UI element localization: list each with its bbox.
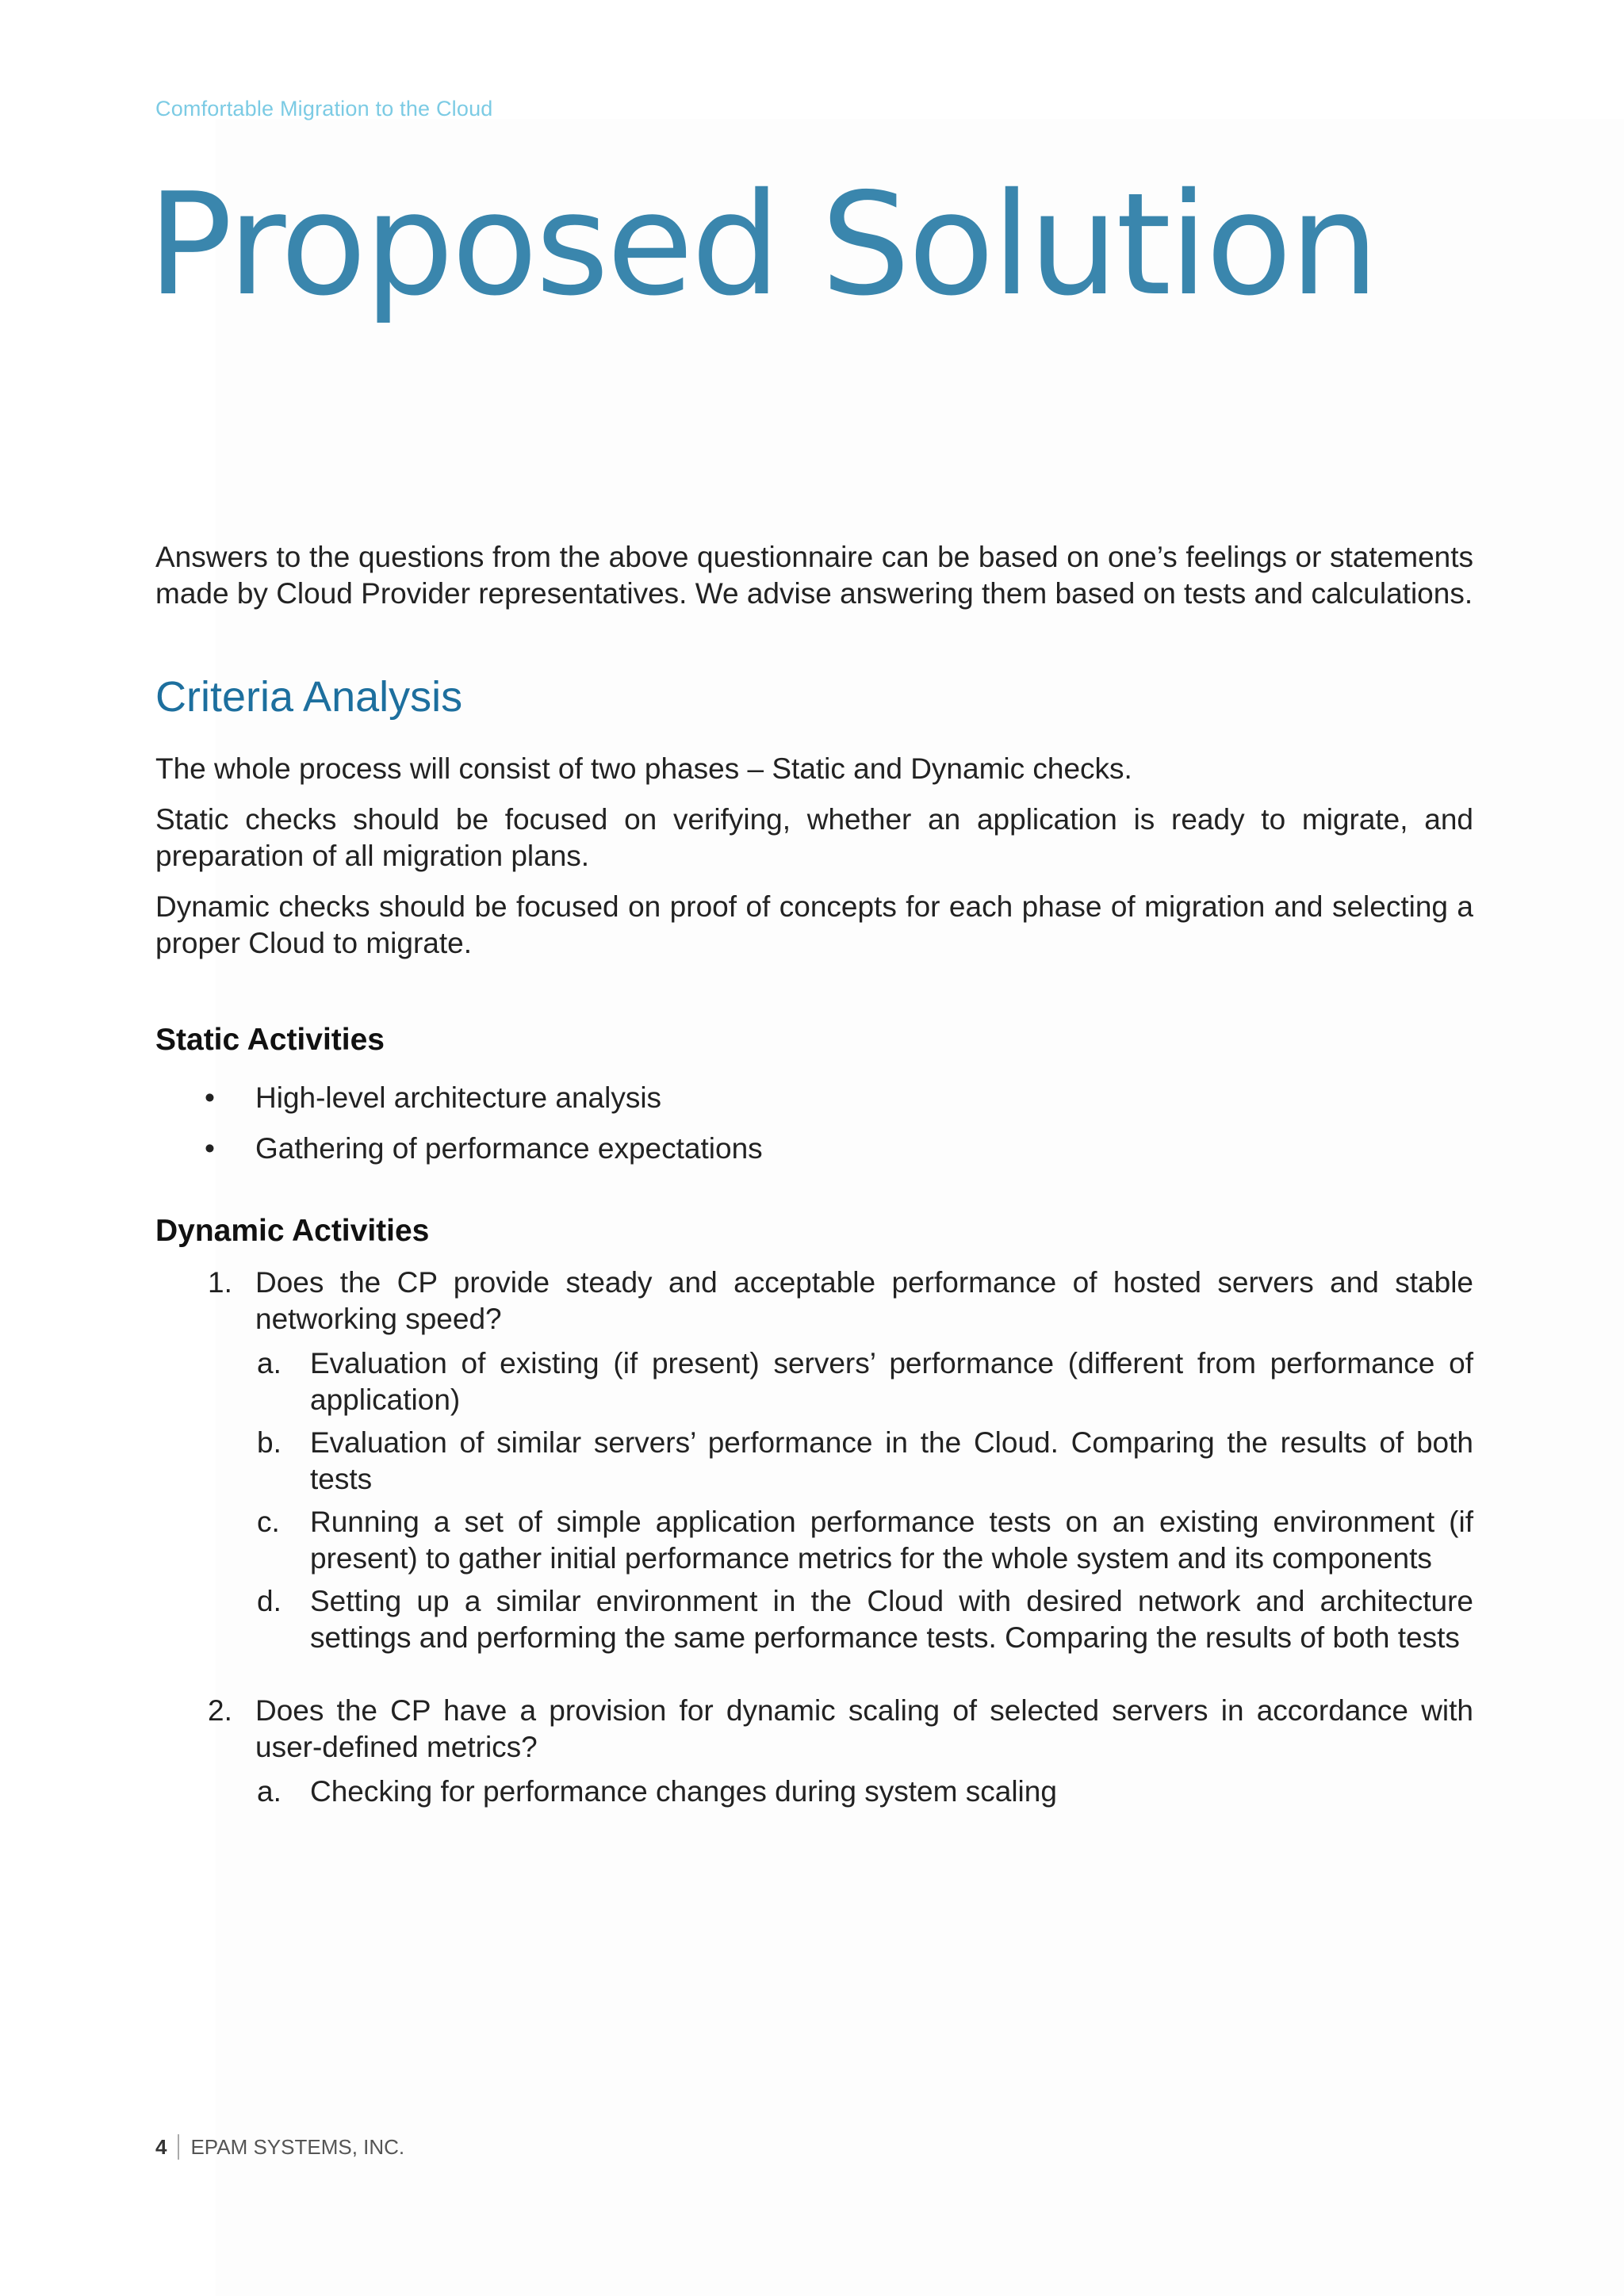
- list-item: [155, 1080, 1473, 1116]
- sub-item-text: Running a set of simple application performance tests on an existing environment (if present) to gather initial performance metrics for the whole system and its components: [310, 1506, 1473, 1575]
- sub-item-letter: d.: [257, 1585, 282, 1618]
- list-item-text: Gathering of performance expectations: [255, 1132, 763, 1165]
- company-name: EPAM SYSTEMS, INC.: [190, 2134, 405, 2159]
- sub-item-letter: a.: [257, 1775, 282, 1808]
- sub-list: [255, 1774, 1473, 1810]
- page-footer: [155, 2134, 404, 2160]
- sub-item: [255, 1504, 1473, 1577]
- question-text: Does the CP provide steady and acceptable performance of hosted servers and stable networking speed?: [255, 1266, 1473, 1336]
- question-item: [155, 1265, 1473, 1656]
- sub-item: [255, 1774, 1473, 1810]
- criteria-paragraph: The whole process will consist of two phases – Static and Dynamic checks.: [155, 752, 1132, 786]
- sub-item-text: Evaluation of similar servers’ performance in the Cloud. Comparing the results of both tests: [310, 1426, 1473, 1496]
- page-title: Proposed Solution: [147, 163, 1377, 327]
- intro-paragraph: Answers to the questions from the above questionnaire can be based on one’s feelings or statements made by Cloud Provider representatives. We advise answering them based on tests and calculations.: [155, 541, 1473, 610]
- sub-item: [255, 1425, 1473, 1498]
- list-item-text: High-level architecture analysis: [255, 1081, 662, 1115]
- footer-divider: [178, 2134, 179, 2160]
- question-number: 1.: [208, 1266, 232, 1299]
- dynamic-activities-heading: Dynamic Activities: [155, 1214, 430, 1249]
- sub-item: [255, 1345, 1473, 1418]
- sub-item-text: Setting up a similar environment in the Cloud with desired network and architecture settings and performing the same performance tests. Comparing the results of both tests: [310, 1585, 1473, 1655]
- criteria-paragraph: Dynamic checks should be focused on proof of concepts for each phase of migration and selecting a proper Cloud to migrate.: [155, 890, 1473, 960]
- dynamic-activities-list: [155, 1265, 1473, 1810]
- sub-item-letter: a.: [257, 1347, 282, 1380]
- sub-list: [255, 1345, 1473, 1656]
- list-item: [155, 1131, 1473, 1167]
- static-activities-heading: Static Activities: [155, 1023, 385, 1058]
- question-item: [155, 1693, 1473, 1810]
- page-number: 4: [155, 2134, 167, 2159]
- sub-item-text: Evaluation of existing (if present) servers’ performance (different from performance of application): [310, 1347, 1473, 1417]
- bullet-icon: •: [205, 1081, 215, 1115]
- criteria-analysis-heading: Criteria Analysis: [155, 673, 463, 721]
- criteria-paragraph: Static checks should be focused on verifying, whether an application is ready to migrate, and preparation of all migration plans.: [155, 803, 1473, 873]
- sub-item-letter: c.: [257, 1506, 280, 1539]
- question-text: Does the CP have a provision for dynamic scaling of selected servers in accordance with user-defined metrics?: [255, 1694, 1473, 1764]
- sub-item-letter: b.: [257, 1426, 282, 1460]
- sub-item: [255, 1583, 1473, 1656]
- main-content: [155, 539, 1473, 1846]
- static-activities-list: [155, 1080, 1473, 1167]
- sub-item-text: Checking for performance changes during system scaling: [310, 1775, 1057, 1808]
- question-number: 2.: [208, 1694, 232, 1728]
- bullet-icon: •: [205, 1132, 215, 1165]
- running-header: Comfortable Migration to the Cloud: [155, 97, 493, 121]
